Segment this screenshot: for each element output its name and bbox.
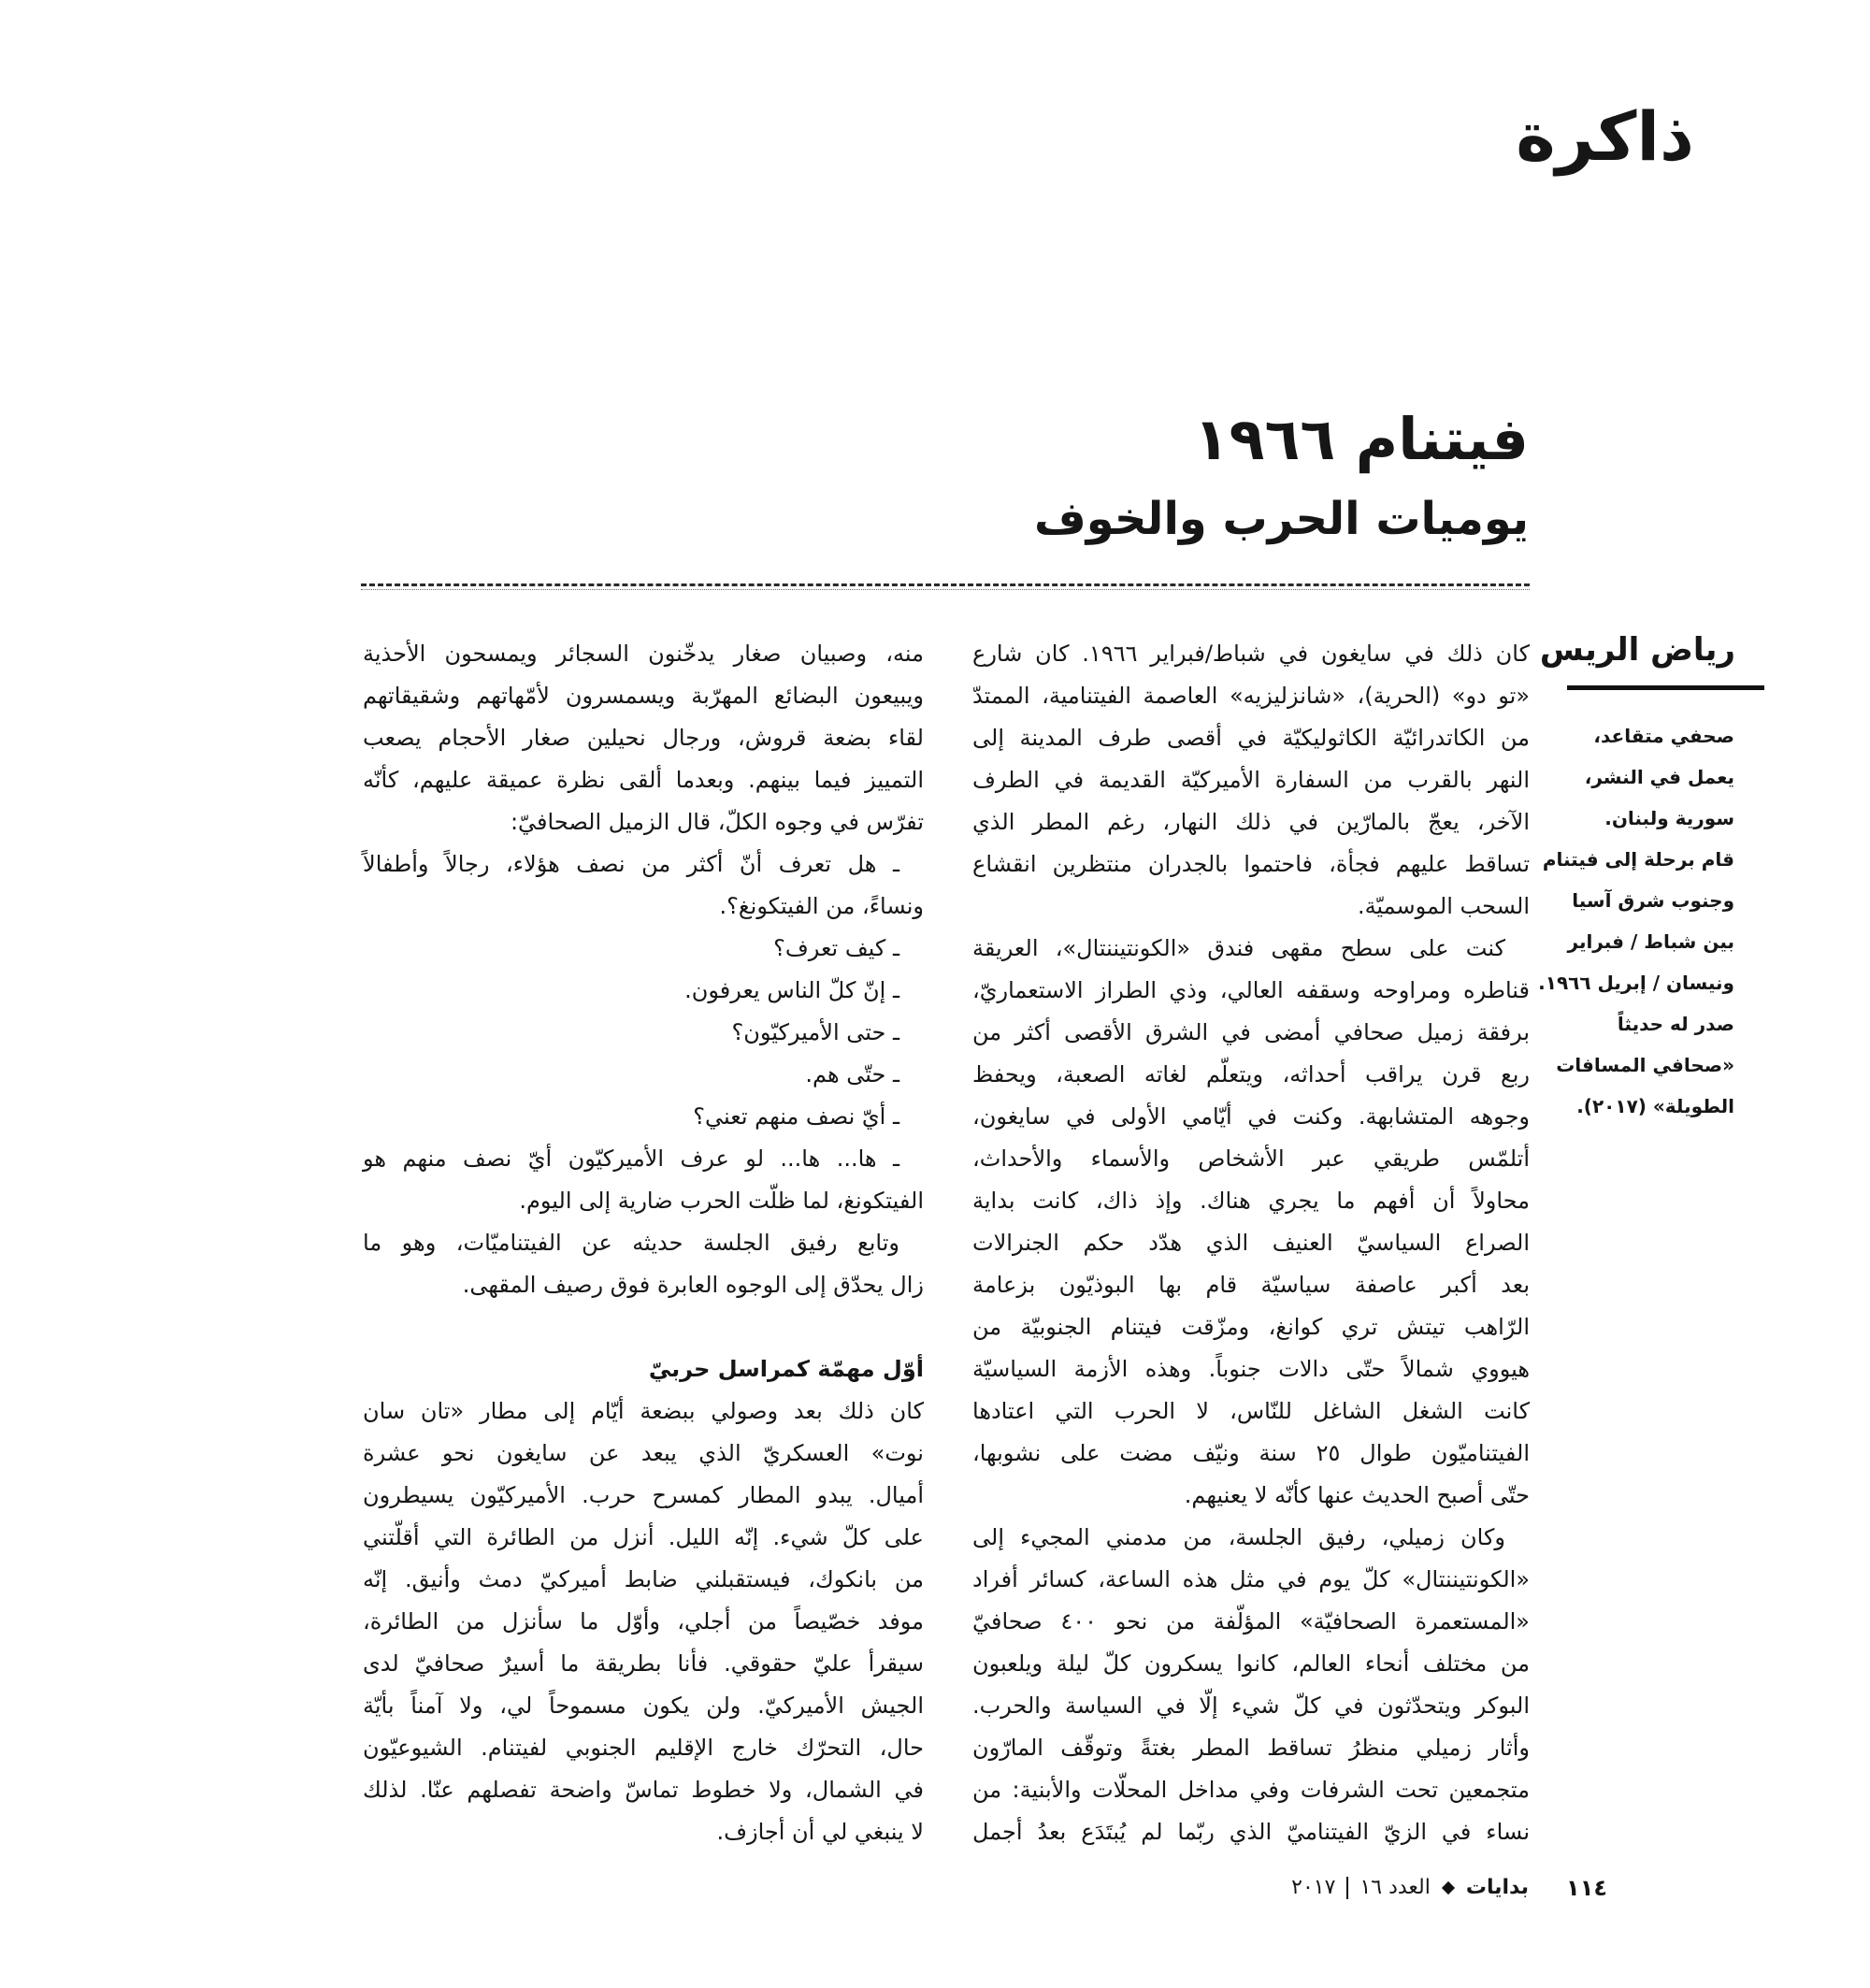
author-bio-line: صحفي متقاعد، xyxy=(1593,725,1734,747)
body-line: تفرّس في وجوه الكلّ، قال الزميل الصحافيّ: xyxy=(510,809,924,835)
article-title: فيتنام ١٩٦٦ xyxy=(1193,405,1529,473)
body-line: الصراع السياسيّ العنيف الذي هدّد حكم الجنرالات xyxy=(972,1230,1530,1256)
paragraph xyxy=(363,843,924,928)
body-line: التمييز فيما بينهم. وبعدما ألقى نظرة عميقة عليهم، كأنّه xyxy=(363,767,924,793)
section-subheading: أوّل مهمّة كمراسل حربيّ xyxy=(648,1356,924,1382)
author-bio-line: «صحافي المسافات xyxy=(1556,1054,1734,1076)
body-line: الآخر، يعجّ بالمارّين في ذلك النهار، رغم المطر الذي xyxy=(972,809,1530,835)
body-line: برفقة زميل صحافي أمضى في الشرق الأقصى أكثر من xyxy=(972,1019,1530,1045)
author-bio-line: الطويلة» (٢٠١٧). xyxy=(1576,1095,1734,1117)
author-name: رياض الريس xyxy=(1539,631,1735,669)
body-line: قناطره ومراوحه وسقفه العالي، وذي الطراز الاستعماريّ، xyxy=(972,977,1530,1003)
body-line: حال، التحرّك خارج الإقليم الجنوبي لفيتنام. الشيوعيّون xyxy=(363,1735,924,1761)
author-bio-line: سورية ولبنان. xyxy=(1604,807,1734,829)
body-line: متجمعين تحت الشرفات وفي مداخل المحلّات والأبنية: من xyxy=(972,1777,1530,1803)
body-line: ويبيعون البضائع المهرّبة ويسمسرون لأمّهاتهم وشقيقاتهم xyxy=(363,683,924,709)
paragraph xyxy=(363,633,924,843)
body-line: البوكر ويتحدّثون في كلّ شيء إلّا في السياسة والحرب. xyxy=(972,1693,1530,1719)
body-line: ونساءً، من الفيتكونغ؟. xyxy=(719,893,924,919)
paragraph xyxy=(363,1138,924,1222)
body-line: لا ينبغي لي أن أجازف. xyxy=(716,1819,924,1845)
body-line: لقاء بضعة قروش، ورجال نحيلين صغار الأحجام يصعب xyxy=(363,725,924,751)
author-bio-line: قام برحلة إلى فيتنام xyxy=(1542,848,1734,871)
paragraph xyxy=(363,970,924,1012)
body-line: ـ إنّ كلّ الناس يعرفون. xyxy=(684,977,899,1003)
paragraph xyxy=(972,928,1530,1517)
author-bio-line: صدر له حديثاً xyxy=(1617,1013,1734,1035)
magazine-name: بدايات xyxy=(1465,1876,1529,1899)
body-line: كان ذلك في سايغون في شباط/فبراير ١٩٦٦. كان شارع xyxy=(972,641,1530,667)
article-column-right xyxy=(972,633,1530,1853)
diamond-separator-icon xyxy=(1442,1881,1455,1894)
body-line: هيووي شمالاً حتّى دالات جنوباً. وهذه الأزمة السياسيّة xyxy=(972,1356,1530,1382)
body-line: أتلمّس طريقي عبر الأشخاص والأسماء والأحداث، xyxy=(972,1145,1530,1172)
paragraph xyxy=(972,633,1530,928)
body-line: بعد أكبر عاصفة سياسيّة قام بها البوذيّون بزعامة xyxy=(972,1272,1530,1298)
body-line: حتّى أصبح الحديث عنها كأنّه لا يعنيهم. xyxy=(1184,1482,1530,1508)
author-bio-line: وجنوب شرق آسيا xyxy=(1572,889,1734,912)
body-line: «المستعمرة الصحافيّة» المؤلّفة من نحو ٤٠٠ صحافيّ xyxy=(972,1608,1530,1635)
body-line: وتابع رفيق الجلسة حديثه عن الفيتناميّات، وهو ما xyxy=(363,1230,899,1256)
author-bio-line: يعمل في النشر، xyxy=(1584,766,1734,788)
body-line: ـ حتّى هم. xyxy=(805,1061,899,1088)
body-line: ـ حتى الأميركيّون؟ xyxy=(731,1019,899,1045)
body-line: تساقط عليهم فجأة، فاحتموا بالجدران منتظرين انقشاع xyxy=(972,851,1530,877)
paragraph xyxy=(363,1096,924,1138)
author-bio xyxy=(1538,715,1734,1127)
body-line: ـ أيّ نصف منهم تعني؟ xyxy=(693,1103,899,1130)
paragraph xyxy=(363,1390,924,1853)
issue-year: ٢٠١٧ xyxy=(1291,1876,1336,1899)
issue-number: العدد ١٦ xyxy=(1359,1876,1431,1899)
article-subtitle: يوميات الحرب والخوف xyxy=(1033,493,1529,545)
body-line: من الكاتدرائيّة الكاثوليكيّة في أقصى طرف المدينة إلى xyxy=(972,725,1530,751)
body-line: وكان زميلي، رفيق الجلسة، من مدمني المجيء إلى xyxy=(972,1524,1505,1550)
body-line: كنت على سطح مقهى فندق «الكونتيننتال»، العريقة xyxy=(972,935,1505,961)
body-line: النهر بالقرب من السفارة الأميركيّة القديمة في الطرف xyxy=(972,767,1530,793)
paragraph xyxy=(363,1012,924,1054)
body-line: محاولاً أن أفهم ما يجري هناك. وإذ ذاك، كانت بداية xyxy=(972,1188,1530,1214)
body-line: «تو دو» (الحرية)، «شانزليزيه» العاصمة الفيتنامية، الممتدّ xyxy=(972,683,1530,709)
body-line: وأثار زميلي منظرُ تساقط المطر بغتةً وتوقّف المارّون xyxy=(972,1735,1530,1761)
body-line: على كلّ شيء. إنّه الليل. أنزل من الطائرة التي أقلّتني xyxy=(363,1524,924,1550)
body-line: الجيش الأميركيّ. ولن يكون مسموحاً لي، ولا آمناً بأيّة xyxy=(363,1693,924,1719)
body-line: الفيتكونغ، لما ظلّت الحرب ضارية إلى اليوم. xyxy=(519,1188,924,1214)
body-line: من بانكوك، فيستقبلني ضابط أميركيّ دمث وأنيق. إنّه xyxy=(363,1566,924,1592)
body-line: منه، وصبيان صغار يدخّنون السجائر ويمسحون الأحذية xyxy=(363,641,924,667)
paragraph xyxy=(363,1054,924,1096)
paragraph xyxy=(363,928,924,970)
body-line: نساء في الزيّ الفيتناميّ الذي ربّما لم يُبتَدَع بعدُ أجمل xyxy=(972,1819,1530,1845)
body-line: ربع قرن يراقب أحداثه، ويتعلّم لغاته الصعبة، ويحفظ xyxy=(972,1061,1530,1088)
footer-meta xyxy=(1291,1869,1529,1907)
body-line: ـ ها... ها... لو عرف الأميركيّون أيّ نصف منهم هو xyxy=(363,1145,899,1172)
body-line: «الكونتيننتال» كلّ يوم في مثل هذه الساعة، كسائر أفراد xyxy=(972,1566,1530,1592)
body-line: نوت» العسكريّ الذي يبعد عن سايغون نحو عشرة xyxy=(363,1440,924,1466)
body-line: في الشمال، ولا خطوط تماسّ واضحة تفصلهم عنّا. لذلك xyxy=(363,1777,924,1803)
body-line: ـ كيف تعرف؟ xyxy=(773,935,899,961)
body-line: الفيتناميّون طوال ٢٥ سنة ونيّف مضت على نشوبها، xyxy=(972,1440,1530,1466)
dashed-divider xyxy=(361,583,1530,590)
body-line: زال يحدّق إلى الوجوه العابرة فوق رصيف المقهى. xyxy=(462,1272,924,1298)
author-bio-line: ونيسان / إبريل ١٩٦٦. xyxy=(1538,972,1734,994)
body-line: وجوهه المتشابهة. وكنت في أيّامي الأولى في سايغون، xyxy=(972,1103,1530,1130)
body-line: أميال. يبدو المطار كمسرح حرب. الأميركيّون يسيطرون xyxy=(363,1482,924,1508)
vertical-separator xyxy=(1346,1877,1348,1899)
body-line: موفد خصّيصاً من أجلي، وأوّل ما سأنزل من الطائرة، xyxy=(363,1608,924,1635)
body-line: كان ذلك بعد وصولي ببضعة أيّام إلى مطار «تان سان xyxy=(363,1398,924,1424)
body-line: سيقرأ عليّ حقوقي. فأنا بطريقة ما أسيرٌ صحافيّ لدى xyxy=(363,1650,924,1677)
body-line: الرّاهب تيتش تري كوانغ، ومزّقت فيتنام الجنوبيّة من xyxy=(972,1314,1530,1340)
author-bio-line: بين شباط / فبراير xyxy=(1567,930,1734,953)
article-column-left xyxy=(363,633,924,1853)
author-underline xyxy=(1567,685,1764,690)
body-line: السحب الموسميّة. xyxy=(1357,893,1530,919)
section-label: ذاكرة xyxy=(1516,97,1694,176)
page-number: ١١٤ xyxy=(1566,1875,1607,1901)
body-line: كانت الشغل الشاغل للنّاس، لا الحرب التي اعتادها xyxy=(972,1398,1530,1424)
body-line: ـ هل تعرف أنّ أكثر من نصف هؤلاء، رجالاً وأطفالاً xyxy=(363,851,899,877)
paragraph xyxy=(363,1222,924,1306)
body-line: من مختلف أنحاء العالم، كانوا يسكرون كلّ ليلة ويلعبون xyxy=(972,1650,1530,1677)
paragraph xyxy=(972,1517,1530,1853)
